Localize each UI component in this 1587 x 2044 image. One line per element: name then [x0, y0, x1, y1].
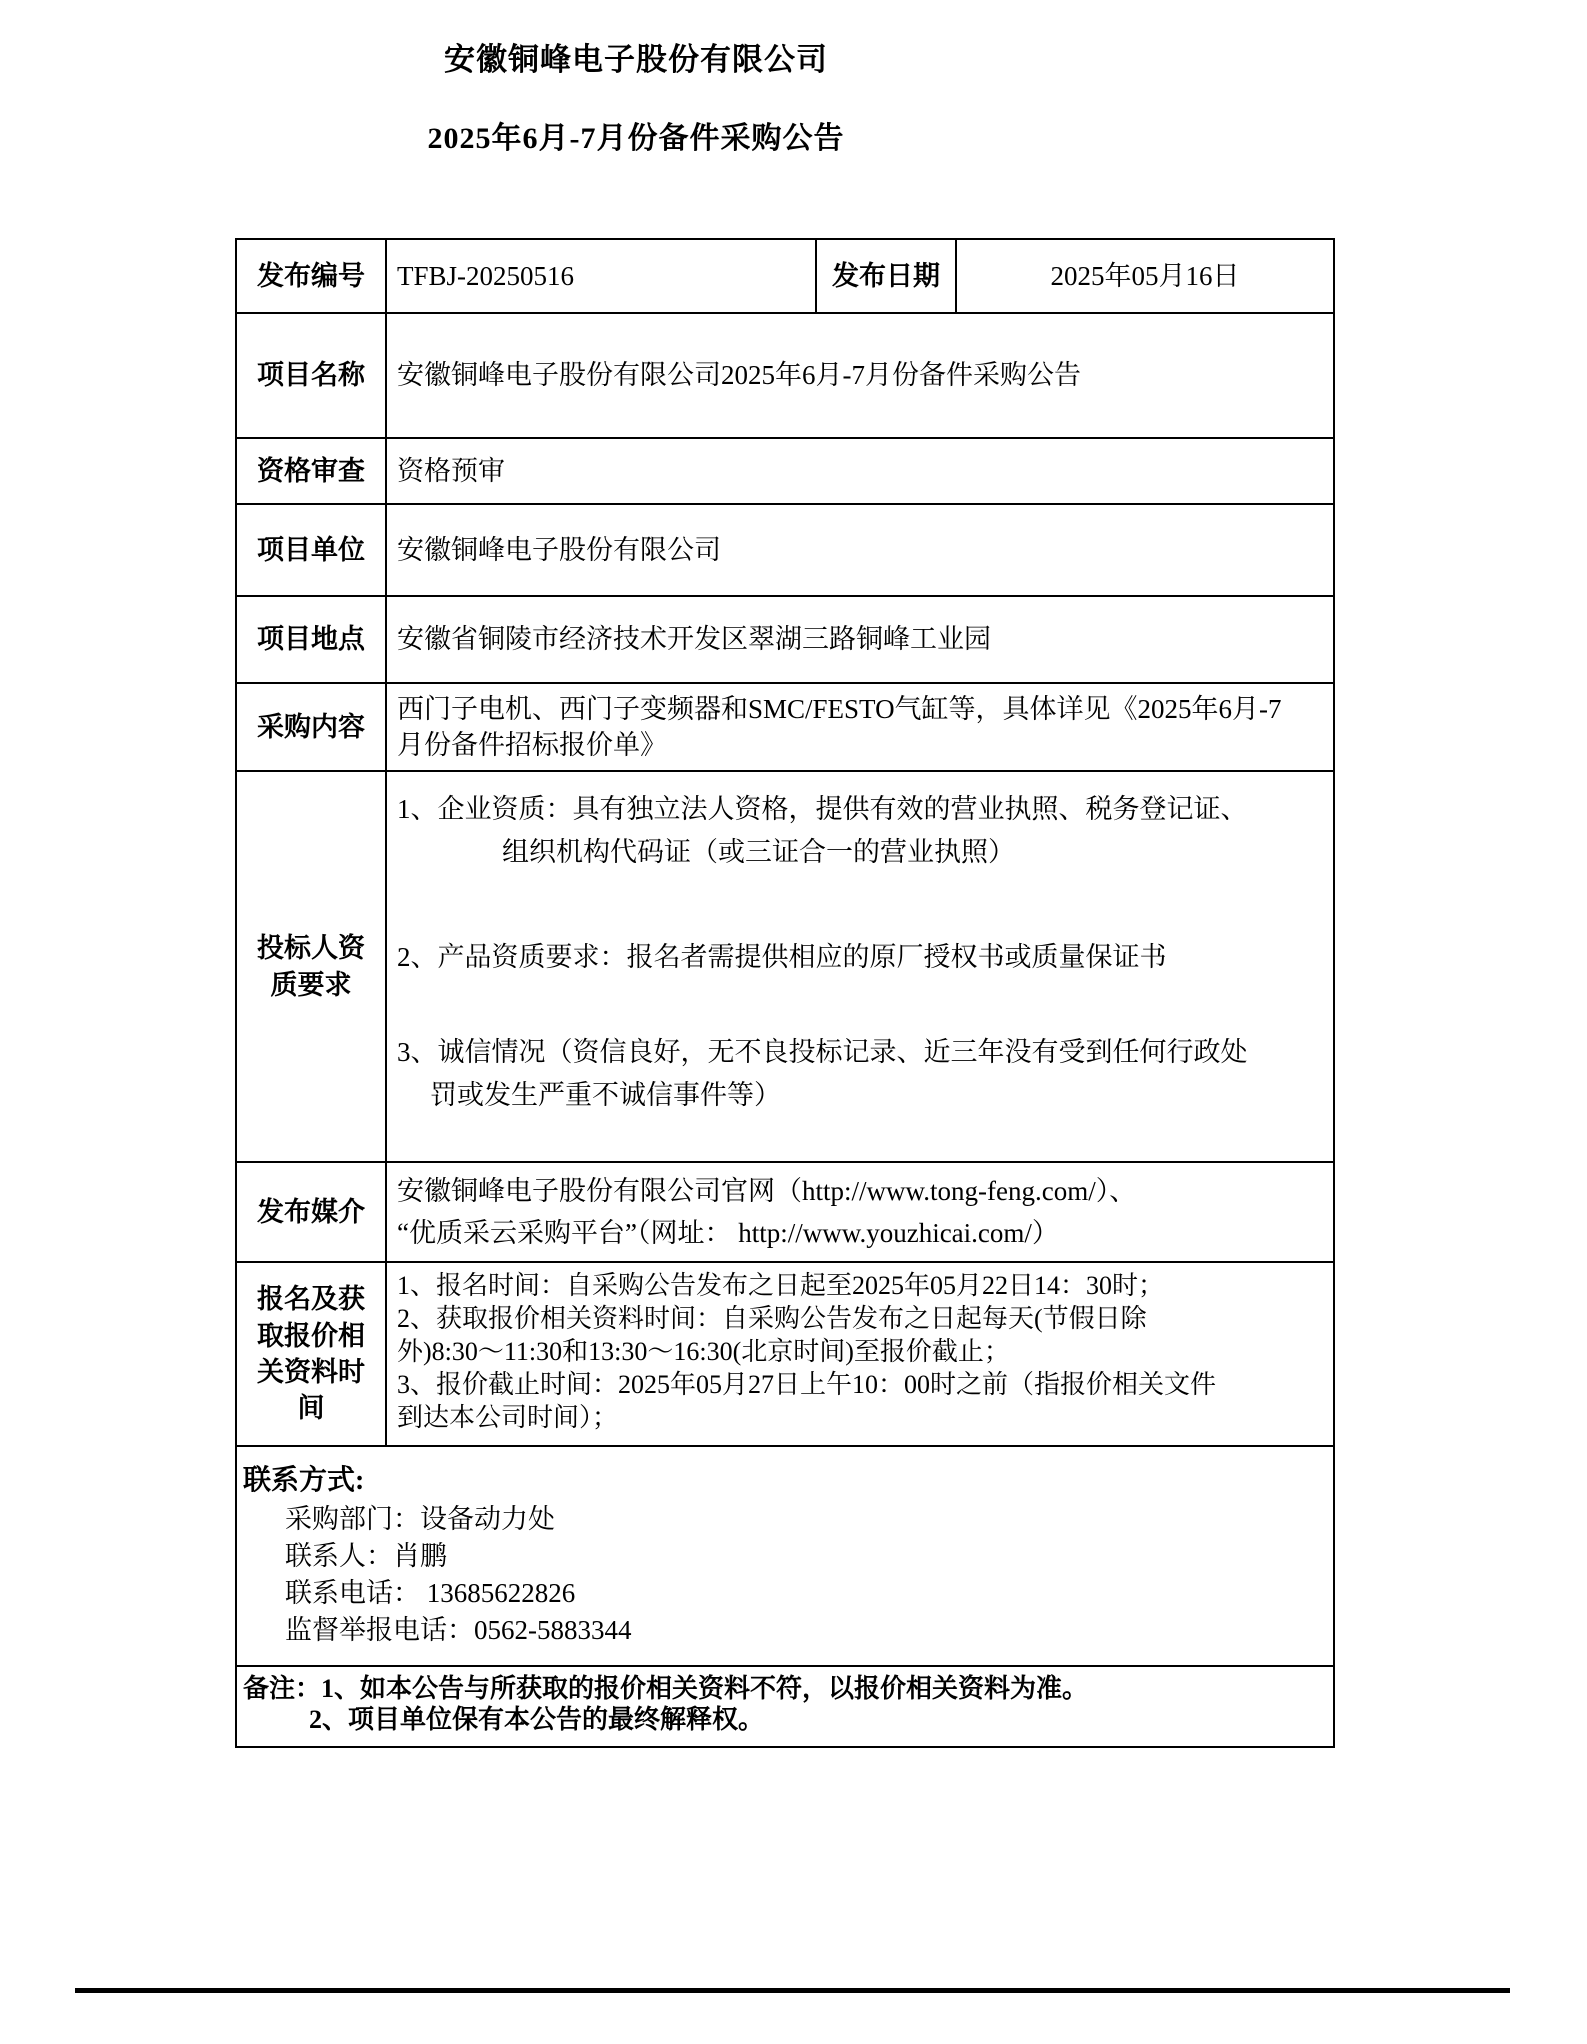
- contact-info: [236, 1446, 1334, 1666]
- footer-divider: [75, 1988, 1510, 1993]
- contact-phone: 联系电话： 13685622826: [285, 1578, 576, 1608]
- table-row-contact: [236, 1446, 1334, 1666]
- qualification-item-2: 2、产品资质要求：报名者需提供相应的原厂授权书或质量保证书: [397, 942, 1167, 972]
- publish-media-line2: “优质采云采购平台”（网址： http://www.youzhicai.com/）: [397, 1218, 1059, 1248]
- publish-number-label: 发布编号: [236, 239, 386, 313]
- qualification-review-label: 资格审查: [236, 438, 386, 504]
- signup-line3: 外)8:30～11:30和13:30～16:30(北京时间)至报价截止；: [397, 1337, 1010, 1366]
- page-subtitle: 2025年6月-7月份备件采购公告: [427, 122, 845, 155]
- qualification-item-3: 3、诚信情况（资信良好，无不良投标记录、近三年没有受到任何行政处 罚或发生严重不诚信事件等）: [397, 1037, 1248, 1110]
- publish-date-label: 发布日期: [816, 239, 956, 313]
- table-row-meta: [236, 239, 1334, 313]
- page-title: 安徽铜峰电子股份有限公司: [444, 42, 828, 77]
- project-name-value: 安徽铜峰电子股份有限公司2025年6月-7月份备件采购公告: [386, 313, 1334, 438]
- signup-time-value: [386, 1262, 1334, 1446]
- qualification-item-1: 1、企业资质：具有独立法人资格，提供有效的营业执照、税务登记证、 组织机构代码证（或三证合一的营业执照）: [397, 794, 1248, 867]
- document-header: [0, 0, 1272, 157]
- bidder-qualification-label: 投标人资质要求: [236, 771, 386, 1162]
- project-location-value: 安徽省铜陵市经济技术开发区翠湖三路铜峰工业园: [386, 596, 1334, 683]
- procurement-content-value: [386, 683, 1334, 771]
- publish-media-value: [386, 1162, 1334, 1262]
- contact-report-phone: 监督举报电话：0562-5883344: [285, 1615, 632, 1645]
- table-row-project-unit: [236, 504, 1334, 596]
- remarks-line2: 2、项目单位保有本公告的最终解释权。: [309, 1705, 765, 1734]
- project-name-label: 项目名称: [236, 313, 386, 438]
- project-unit-value: 安徽铜峰电子股份有限公司: [386, 504, 1334, 596]
- publish-date-value: 2025年05月16日: [956, 239, 1334, 313]
- bidder-qualification-value: [386, 771, 1334, 1162]
- table-row-signup-time: [236, 1262, 1334, 1446]
- table-row-project-location: [236, 596, 1334, 683]
- project-location-label: 项目地点: [236, 596, 386, 683]
- contact-person: 联系人：肖鹏: [285, 1541, 447, 1571]
- signup-line5: 到达本公司时间）；: [397, 1403, 619, 1432]
- contact-dept: 采购部门：设备动力处: [285, 1504, 555, 1534]
- table-row-qualification-review: [236, 438, 1334, 504]
- announcement-table: [235, 238, 1335, 1748]
- procurement-content-line1: 西门子电机、西门子变频器和SMC/FESTO气缸等，具体详见《2025年6月-7: [397, 693, 1282, 724]
- table-row-project-name: [236, 313, 1334, 438]
- table-row-publish-media: [236, 1162, 1334, 1262]
- remarks: [236, 1666, 1334, 1747]
- procurement-content-line2: 月份备件招标报价单》: [397, 730, 667, 760]
- signup-line2: 2、获取报价相关资料时间：自采购公告发布之日起每天(节假日除: [397, 1304, 1147, 1333]
- table-row-bidder-qualification: [236, 771, 1334, 1162]
- table-row-remarks: [236, 1666, 1334, 1747]
- procurement-content-label: 采购内容: [236, 683, 386, 771]
- publish-media-line1: 安徽铜峰电子股份有限公司官网（http://www.tong-feng.com/）、: [397, 1176, 1137, 1206]
- signup-line1: 1、报名时间：自采购公告发布之日起至2025年05月22日14：30时；: [397, 1271, 1165, 1300]
- table-row-procurement-content: [236, 683, 1334, 771]
- contact-heading: 联系方式:: [243, 1465, 365, 1496]
- signup-line4: 3、报价截止时间：2025年05月27日上午10：00时之前（指报价相关文件: [397, 1370, 1217, 1399]
- publish-media-label: 发布媒介: [236, 1162, 386, 1262]
- publish-number-value: TFBJ-20250516: [386, 239, 816, 313]
- remarks-line1: 备注：1、如本公告与所获取的报价相关资料不符，以报价相关资料为准。: [243, 1674, 1089, 1703]
- signup-time-label: 报名及获取报价相关资料时间: [236, 1262, 386, 1446]
- project-unit-label: 项目单位: [236, 504, 386, 596]
- qualification-review-value: 资格预审: [386, 438, 1334, 504]
